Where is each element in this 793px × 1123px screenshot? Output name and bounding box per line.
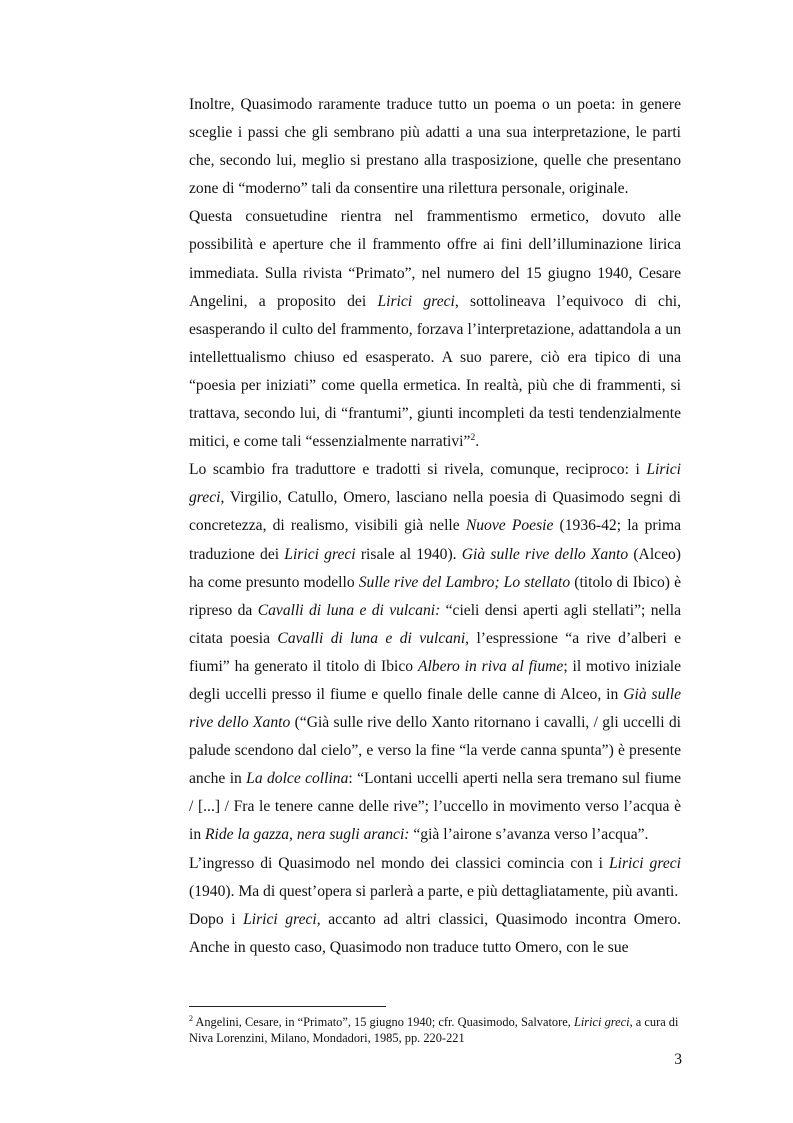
- italic-title: Già sulle rive dello Xanto: [461, 545, 629, 563]
- italic-title: Lirici greci: [608, 854, 681, 872]
- italic-title: Sulle rive del Lambro; Lo stellato: [358, 573, 571, 591]
- text-run: : “Lontani uccelli aperti nella sera tremano sul fiume / [...] / Fra le tenere canne delle rive”; l’uccello in movimento verso l’acqua è in: [189, 770, 681, 844]
- text-run: Questa consuetudine rientra nel frammentismo ermetico, dovuto alle possibilità e aperture che il frammento offre ai fini dell’illuminazione lirica immediata. Sulla rivista “Primato”, nel numero del 15 giugno 1940, Cesare Angelini, a proposito dei: [189, 208, 681, 310]
- text-run: , accanto ad altri classici, Quasimodo incontra Omero. Anche in questo caso, Quasimodo non traduce tutto Omero, con le sue: [189, 910, 681, 956]
- footnote-separator: [189, 1006, 386, 1007]
- italic-title: Ride la gazza, nera sugli aranci:: [205, 826, 410, 844]
- text-run: “cieli densi aperti agli stellati”; nella citata poesia: [189, 601, 681, 647]
- text-run: Inoltre, Quasimodo raramente traduce tutto un poema o un poeta: in genere sceglie i passi che gli sembrano più adatti a una sua interpretazione, le parti che, secondo lui, meglio si prestano alla trasposizione, quelle che presentano zone di “moderno” tali da consentire una rilettura personale, originale.: [189, 96, 681, 198]
- italic-title: La dolce collina: [246, 770, 349, 788]
- text-run: “già l’airone s’avanza verso l’acqua”.: [409, 826, 649, 844]
- italic-title: Cavalli di luna e di vulcani:: [257, 601, 441, 619]
- paragraph: [189, 906, 681, 962]
- italic-title: Lirici greci: [284, 545, 356, 563]
- text-run: L’ingresso di Quasimodo nel mondo dei classici comincia con i: [189, 854, 609, 872]
- text-run: Angelini, Cesare, in “Primato”, 15 giugno 1940; cfr. Quasimodo, Salvatore,: [193, 1015, 574, 1029]
- italic-title: Già sulle rive dello Xanto: [189, 685, 682, 732]
- italic-title: Lirici greci: [243, 910, 317, 928]
- text-run: , Virgilio, Catullo, Omero, lasciano nella poesia di Quasimodo segni di concretezza, di realismo, visibili già nelle: [189, 489, 681, 535]
- paragraph: [189, 91, 681, 203]
- text-run: risale al 1940).: [355, 545, 462, 563]
- text-run: (titolo di Ibico) è ripreso da: [189, 573, 682, 619]
- body-text: [189, 91, 681, 962]
- paragraph: [189, 850, 681, 906]
- text-run: Dopo i: [189, 910, 244, 928]
- footnote-marker: 2: [189, 1013, 193, 1023]
- italic-title: Lirici greci: [573, 1015, 630, 1029]
- italic-title: Nuove Poesie: [465, 517, 554, 535]
- text-run: (1936-42; la prima traduzione dei: [189, 517, 681, 563]
- text-run: .: [475, 433, 480, 451]
- italic-title: Lirici greci: [189, 461, 681, 507]
- footnote-marker: 2: [470, 432, 476, 443]
- text-run: Lo scambio fra traduttore e tradotti si rivela, comunque, reciproco: i: [189, 461, 647, 479]
- text-run: (1940). Ma di quest’opera si parlerà a parte, e più dettagliatamente, più avanti.: [189, 882, 679, 900]
- text-run: (“Già sulle rive dello Xanto ritornano i cavalli, / gli uccelli di palude scendono dal cielo”, e verso la fine “la verde canna spunta”) è presente anche in: [189, 714, 682, 788]
- italic-title: Cavalli di luna e di vulcani: [277, 629, 466, 647]
- footnote: [189, 1015, 681, 1046]
- page-number: 3: [674, 1051, 682, 1068]
- text-run: , a cura di Niva Lorenzini, Milano, Mondadori, 1985, pp. 220-221: [189, 1015, 679, 1045]
- text-run: (Alceo) ha come presunto modello: [189, 545, 681, 591]
- text-run: ; il motivo iniziale degli uccelli presso il fiume e quello finale delle canne di Alceo, in: [189, 657, 681, 703]
- text-run: , l’espressione “a rive d’alberi e fiumi” ha generato il titolo di Ibico: [189, 629, 681, 675]
- italic-title: Albero in riva al fiume: [417, 657, 564, 675]
- paragraph: [189, 203, 681, 456]
- italic-title: Lirici greci: [377, 292, 455, 310]
- paragraph: [189, 456, 681, 849]
- text-run: , sottolineava l’equivoco di chi, esasperando il culto del frammento, forzava l’interpretazione, adattandola a un intellettualismo chiuso ed esasperato. A suo parere, ciò era tipico di una “poesia per iniziati” come quella ermetica. In realtà, più che di frammenti, si trattava, secondo lui, di “frantumi”, giunti incompleti da testi tendenzialmente mitici, e come tali “essenzialmente narrativi”: [189, 292, 681, 451]
